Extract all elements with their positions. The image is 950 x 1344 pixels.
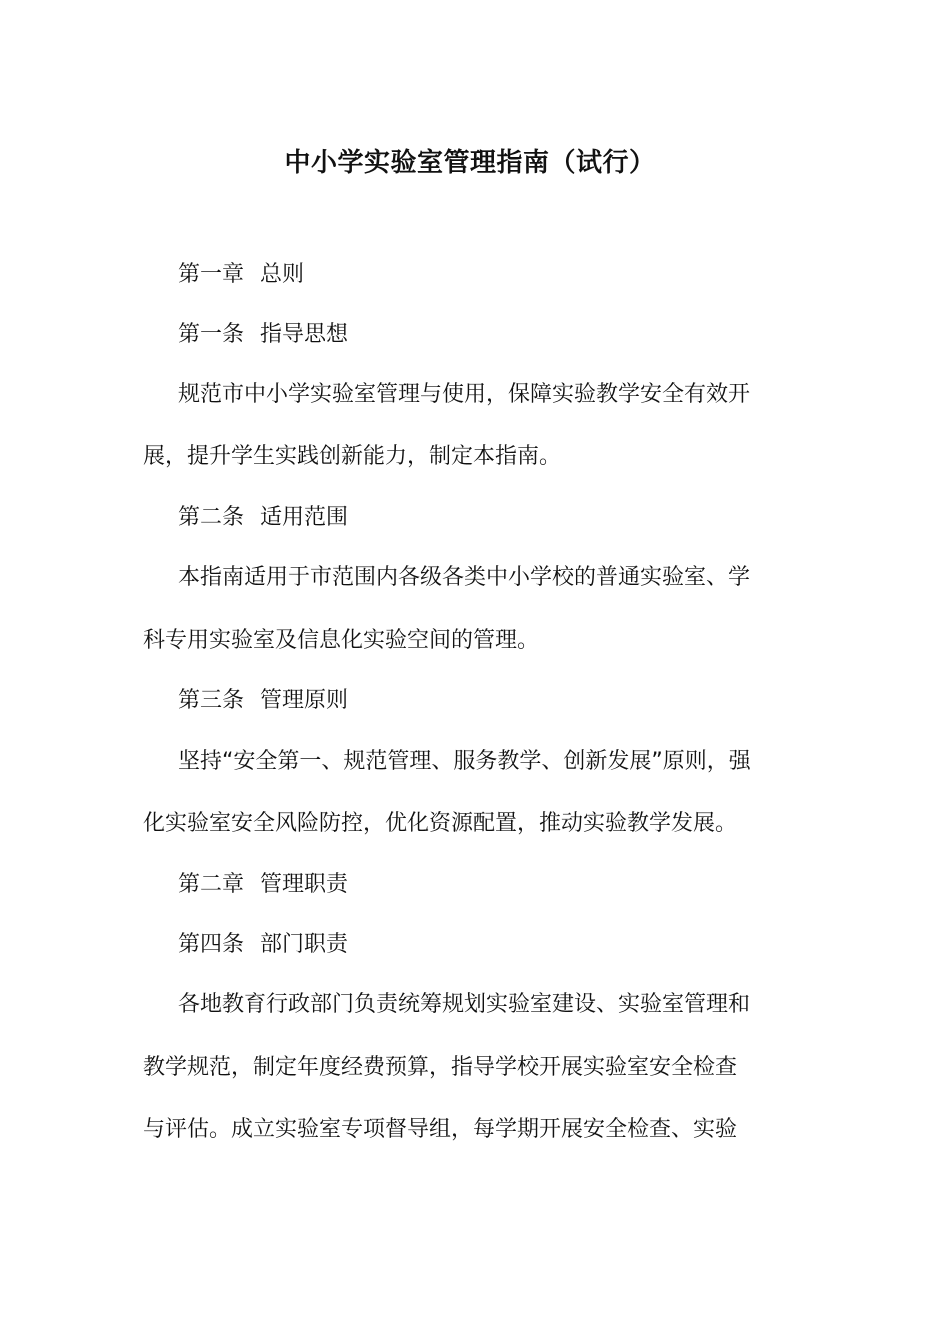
chapter-heading <box>178 868 348 902</box>
chapter-number: 第一章 <box>178 262 245 287</box>
article-heading <box>178 928 348 962</box>
chapter-heading <box>178 258 304 292</box>
article-number: 第四条 <box>178 932 245 957</box>
article-heading <box>178 501 348 535</box>
article-number: 第三条 <box>178 688 245 713</box>
chapter-number: 第二章 <box>178 872 245 897</box>
article-heading <box>178 684 348 718</box>
article-name: 指导思想 <box>260 322 349 347</box>
paragraph-line: 化实验室安全风险防控，优化资源配置，推动实验教学发展。 <box>143 811 738 836</box>
article-number: 第一条 <box>178 322 245 347</box>
document-title: 中小学实验室管理指南（试行） <box>284 148 656 178</box>
chapter-name: 管理职责 <box>260 872 349 897</box>
paragraph-line: 教学规范，制定年度经费预算，指导学校开展实验室安全检查 <box>143 1055 738 1080</box>
paragraph-line: 科专用实验室及信息化实验空间的管理。 <box>143 628 540 653</box>
paragraph-line: 各地教育行政部门负责统筹规划实验室建设、实验室管理和 <box>178 992 751 1017</box>
article-heading <box>178 318 348 352</box>
article-name: 管理原则 <box>260 688 349 713</box>
article-number: 第二条 <box>178 505 245 530</box>
paragraph-line: 规范市中小学实验室管理与使用，保障实验教学安全有效开 <box>178 382 751 407</box>
chapter-name: 总则 <box>260 262 305 287</box>
paragraph-line: 坚持“安全第一、规范管理、服务教学、创新发展”原则，强 <box>178 749 751 774</box>
article-name: 部门职责 <box>260 932 349 957</box>
paragraph-line: 本指南适用于市范围内各级各类中小学校的普通实验室、学 <box>178 565 751 590</box>
article-name: 适用范围 <box>260 505 349 530</box>
paragraph-line: 与评估。成立实验室专项督导组，每学期开展安全检查、实验 <box>143 1117 738 1142</box>
paragraph-line: 展，提升学生实践创新能力，制定本指南。 <box>143 444 562 469</box>
